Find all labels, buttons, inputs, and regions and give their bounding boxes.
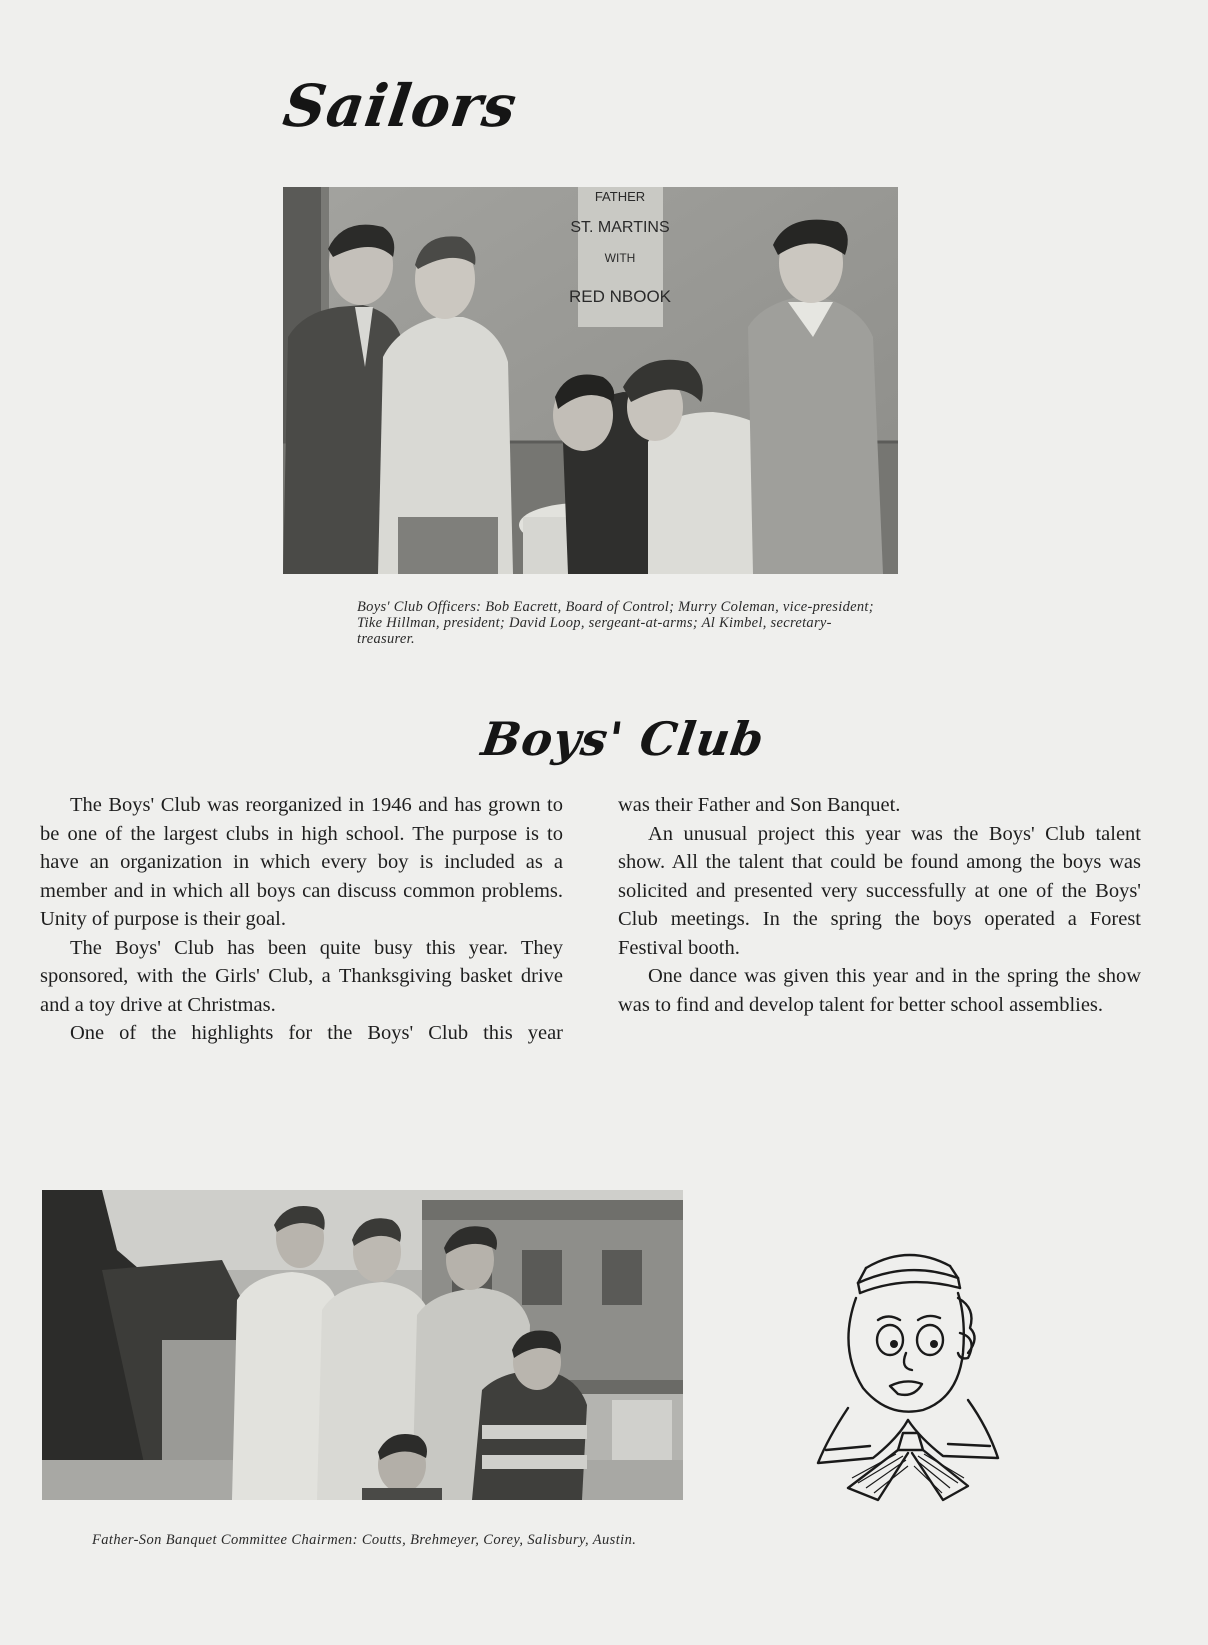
paragraph: was their Father and Son Banquet. — [618, 794, 901, 816]
committee-photo — [42, 1190, 683, 1500]
sign-line-4: RED NBOOK — [568, 287, 672, 306]
sign-line-1: FATHER — [594, 189, 646, 204]
officers-photo — [283, 187, 898, 574]
sign-line-2: ST. MARTINS — [570, 219, 670, 236]
paragraph: One dance was given this year and in the spring the show was to find and develop talent for better school assemblies. — [618, 965, 1141, 1016]
section-title-boys-club: Boys' Club — [478, 712, 768, 766]
page-title-sailors: Sailors — [279, 72, 522, 140]
paragraph: One of the highlights for the Boys' Club this year — [70, 1022, 563, 1044]
sign-line-3: WITH — [604, 251, 636, 265]
committee-caption: Father-Son Banquet Committee Chairmen: Coutts, Brehmeyer, Corey, Salisbury, Austin. — [92, 1532, 637, 1548]
paragraph: The Boys' Club has been quite busy this year. They sponsored, with the Girls' Club, a Thanksgiving basket drive and a toy drive at Christmas. — [40, 936, 563, 1016]
officers-photo-illustration — [283, 187, 898, 574]
body-column-right — [618, 791, 1141, 1019]
paragraph: An unusual project this year was the Boys' Club talent show. All the talent that could be found among the boys was solicited and presented very successfully at one of the Boys' Club meetings. In the spring the boys operated a Forest Festival booth. — [618, 822, 1141, 959]
body-column-left — [40, 791, 563, 1048]
paragraph: The Boys' Club was reorganized in 1946 and has grown to be one of the largest clubs in high school. The purpose is to have an organization in which every boy is included as a member and in which all boys can discuss common problems. Unity of purpose is their goal. — [40, 794, 563, 930]
officers-caption: Boys' Club Officers: Bob Eacrett, Board of Control; Murry Coleman, vice-president; Tike Hillman, president; David Loop, sergeant-at-arms; Al Kimbel, secretary-treasurer. — [357, 599, 874, 647]
sailor-boy-drawing — [808, 1238, 1008, 1503]
committee-photo-illustration — [42, 1190, 683, 1500]
